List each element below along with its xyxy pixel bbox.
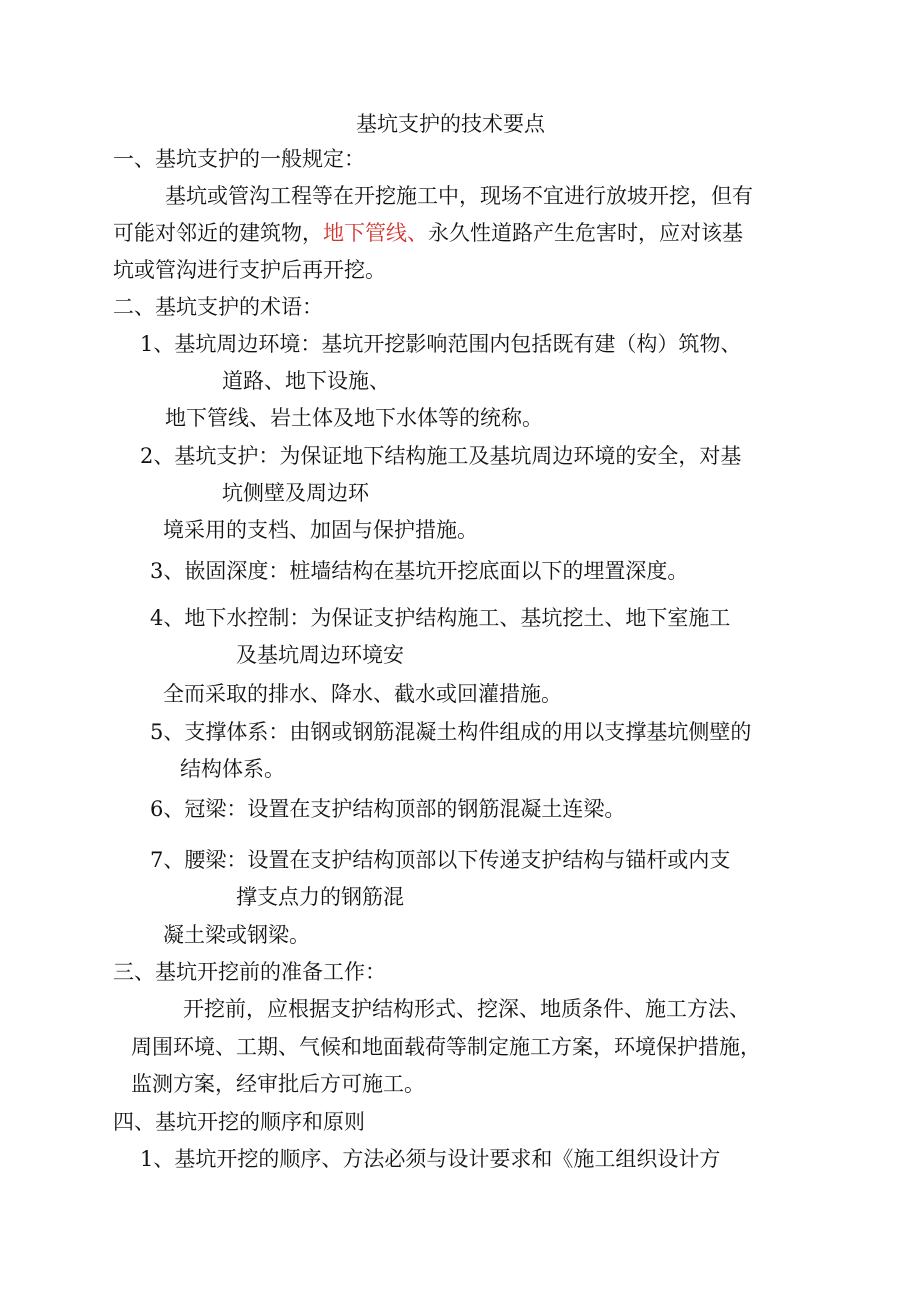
text-run: 永久性道路产生危害时，应对该基: [428, 221, 743, 245]
highlighted-text: 地下管线、: [323, 221, 428, 245]
term-line: 5、支撑体系：由钢或钢筋混凝土构件组成的用以支撑基坑侧壁的: [150, 720, 752, 744]
paragraph-line: [113, 218, 743, 248]
term-line: 坑侧壁及周边环: [222, 481, 369, 505]
term-line: 撑支点力的钢筋混: [236, 885, 404, 909]
text-run: 可能对邻近的建筑物，: [113, 221, 323, 245]
section-heading: 三、基坑开挖前的准备工作：: [113, 960, 386, 984]
paragraph-line: 坑或管沟进行支护后再开挖。: [113, 258, 386, 282]
term-line: 道路、地下设施、: [222, 369, 390, 393]
list-item-line: 1、基坑开挖的顺序、方法必须与设计要求和《施工组织设计方: [140, 1147, 721, 1171]
term-line: 境采用的支档、加固与保护措施。: [163, 518, 478, 542]
section-heading: 四、基坑开挖的顺序和原则: [113, 1110, 365, 1134]
term-line: 2、基坑支护：为保证地下结构施工及基坑周边环境的安全，对基: [140, 444, 742, 468]
section-heading: 二、基坑支护的术语：: [113, 295, 323, 319]
term-line: 3、嵌固深度：桩墙结构在基坑开挖底面以下的埋置深度。: [150, 559, 689, 583]
paragraph-line: 周围环境、工期、气候和地面载荷等制定施工方案，环境保护措施，: [131, 1035, 761, 1059]
term-line: 1、基坑周边环境：基坑开挖影响范围内包括既有建（构）筑物、: [140, 332, 742, 356]
term-line: 4、地下水控制：为保证支护结构施工、基坑挖土、地下室施工: [150, 606, 731, 630]
paragraph-line: 监测方案，经审批后方可施工。: [131, 1072, 425, 1096]
term-line: 全而采取的排水、降水、截水或回灌措施。: [163, 682, 562, 706]
term-line: 及基坑周边环境安: [236, 643, 404, 667]
term-line: 6、冠梁：设置在支护结构顶部的钢筋混凝土连梁。: [150, 797, 626, 821]
term-line: 7、腰梁：设置在支护结构顶部以下传递支护结构与锚杆或内支: [150, 848, 731, 872]
term-line: 地下管线、岩土体及地下水体等的统称。: [165, 406, 543, 430]
document-title: 基坑支护的技术要点: [356, 112, 545, 136]
paragraph-line: 基坑或管沟工程等在开挖施工中，现场不宜进行放坡开挖，但有: [165, 184, 753, 208]
section-heading: 一、基坑支护的一般规定：: [113, 147, 365, 171]
paragraph-line: 开挖前，应根据支护结构形式、挖深、地质条件、施工方法、: [183, 997, 750, 1021]
term-line: 凝土梁或钢梁。: [163, 923, 310, 947]
term-line: 结构体系。: [180, 757, 285, 781]
